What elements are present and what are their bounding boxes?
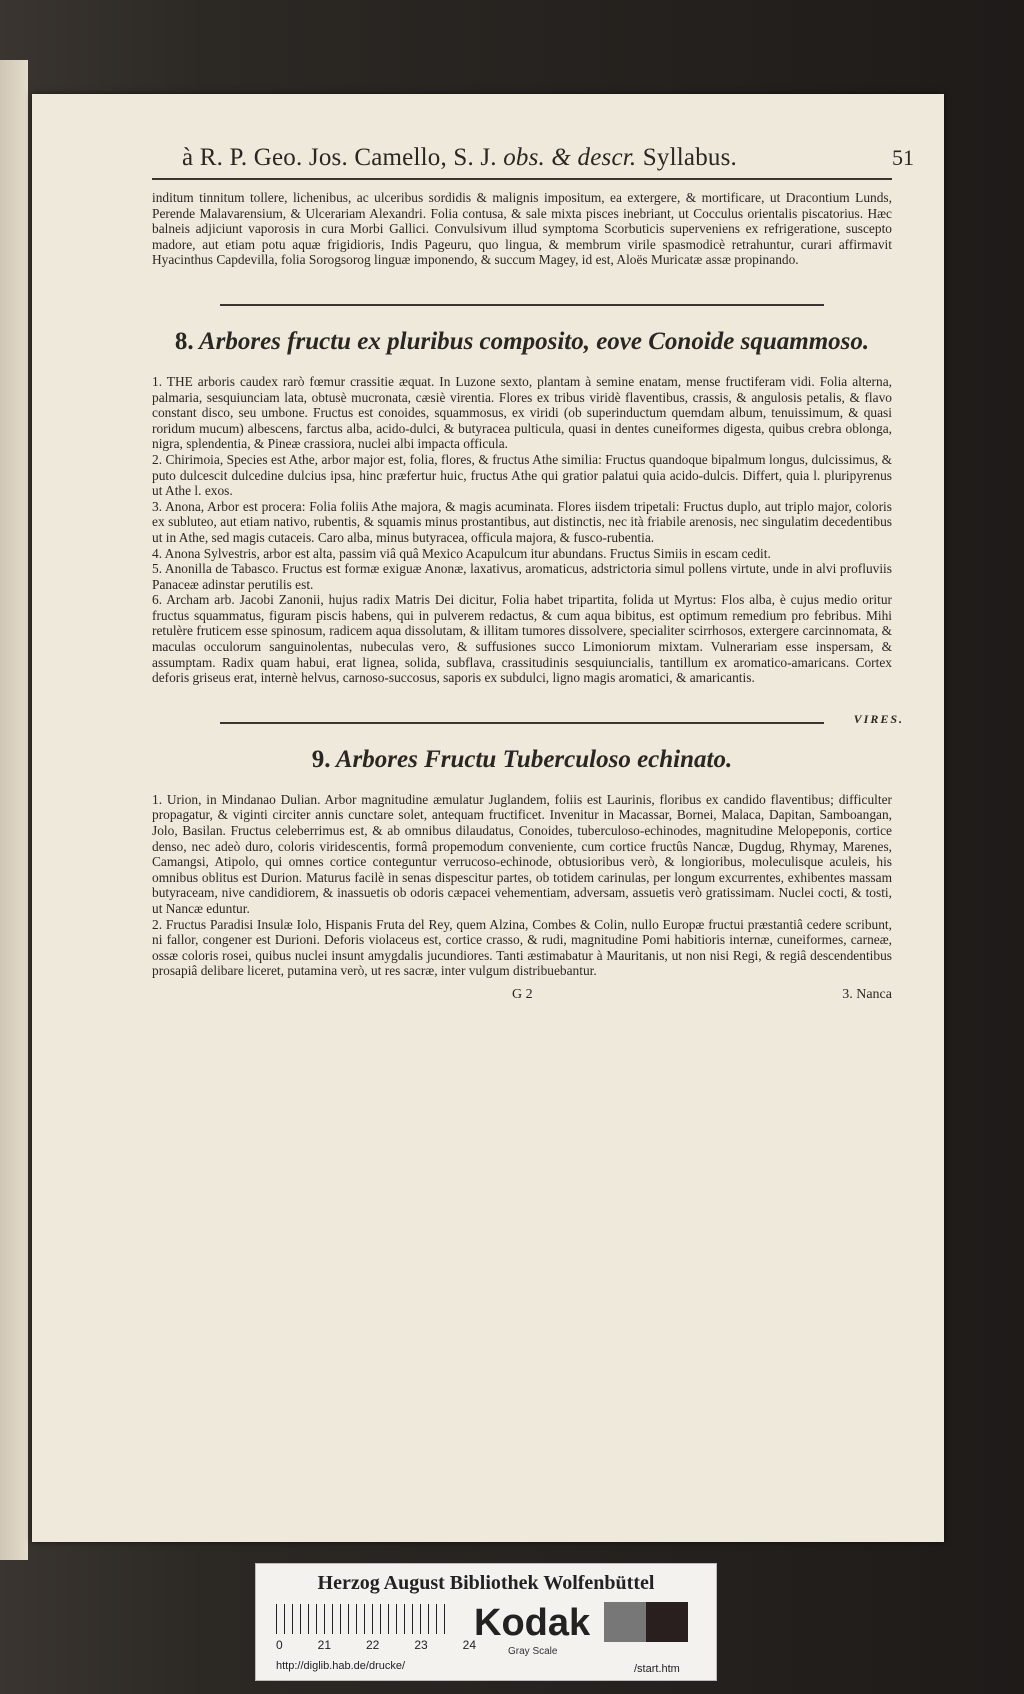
running-title-text: à R. P. Geo. Jos. Camello, S. J.	[182, 144, 504, 171]
gray-patch	[646, 1602, 688, 1642]
ruler-labels	[276, 1638, 476, 1652]
signature-mark: G 2	[512, 986, 533, 1002]
ruler-label: 0	[276, 1638, 283, 1652]
section-divider	[220, 304, 824, 306]
ruler-label: 23	[414, 1638, 428, 1652]
intro-paragraph: inditum tinnitum tollere, lichenibus, ac ulceribus sordidis & malignis impositum, ea extergere, & mortificare, ut Dracontium Lunds, Perende Malavarensium, & Ulcerariam Alexandri. Folia contusa, & sale mixta pisces inebriant, ut Cocculus orientalis piscatorius. Hæc balneis adjiciunt vaporosis in cura Morbi Gallici. Convulsivum illud symptoma Scorbuticis superveniens ex refrigeratione, suscepto madore, aut etiam potu aquæ frigidioris, Indis Pageuru, quo lingua, & membrum virile spasmodicè retrahuntur, curari affirmavit Hyacinthus Capdevilla, folia Sorogsorog linguæ imponendo, & succum Magey, id est, Aloës Muricatæ assæ propinando.	[152, 190, 892, 268]
section-9-heading: Arbores Fructu Tuberculoso echinato.	[335, 745, 733, 773]
running-title-italic: obs. & descr.	[503, 144, 637, 171]
library-color-target	[255, 1563, 717, 1681]
section-9-item: 1. Urion, in Mindanao Dulian. Arbor magnitudine æmulatur Juglandem, foliis est Laurinis, floribus ex candido flaventibus; difficulter propagatur, & viginti circiter annis cunctare solet, antequam fructificet. Invenitur in Macassar, Bornei, Malaca, Dapitan, Samboangan, Jolo, Basilan. Fructus celeberrimus est, & ab omnibus dilaudatus, Conoides, tuberculoso-echinodes, magnitudine Melopeponis, cortice denso, nec adeò duro, coloris viridescentis, formâ propemodum conveniente, cum cortice fructûs Nancæ, Dugdug, Rhymay, Marenes, Camangsi, Atipolo, qui omnes cortice conteguntur verrucoso-echinode, obtusioribus verò, & longioribus, moleculisque aculeis, his omnibus oblitus est Durion. Maturus facilè in senas dispescitur partes, ob totidem carinulas, per longum excurrentes, exhibentes massam butyraceam, nive candidiorem, & inassuetis ob odoris cæpacei vehementiam, adversam, assuetis verò gratissimam. Nuclei cocti, & tosti, ut Nancæ eduntur.	[152, 791, 892, 916]
section-8-item: 3. Anona, Arbor est procera: Folia foliis Athe majora, & magis acuminata. Flores iisdem tripetali: Fructus duplo, aut triplo major, coloris ex subluteo, aut etiam nativo, rubentis, & squamis minus prostantibus, aut distinctis, nec ità friabile arenosis, nec singulatim decedentibus ut in Athe, sed magis cutaceis. Caro alba, minus butyracea, officula majora, & fusco-rubentia.	[152, 498, 892, 545]
section-8-item: 1. THE arboris caudex rarò fœmur crassitie æquat. In Luzone sexto, plantam à semine enatam, mense fructiferam vidi. Folia alterna, palmaria, sesquiunciam lata, obtusè mucronata, cæsiè virentia. Flores ex tribus viridè flaventibus, crassis, & angulosis petalis, & flavo constant disco, seu umbone. Fructus est conoides, squammosus, ex viridi (ob superinductum quemdam album, tenuissimum, & quasi roridum mucum) albescens, farctus alba, acido-dulci, & butyracea pulticula, quasi in dentes cuneiformes digesta, quibus crebra oblonga, nigra, splendentia, & Pineæ crassiora, nuclei albi impacta officula.	[152, 373, 892, 452]
section-8-number: 8.	[174, 327, 194, 355]
url-right: /start.htm	[634, 1663, 680, 1675]
gray-patch	[604, 1602, 646, 1642]
section-divider	[220, 722, 824, 724]
url-left: http://diglib.hab.de/drucke/	[276, 1660, 406, 1672]
running-title-end: Syllabus.	[636, 144, 737, 171]
section-9-item: 2. Fructus Paradisi Insulæ Iolo, Hispanis Fruta del Rey, quem Alzina, Combes & Colin, nullo Europæ fructui præstantiâ cedere scribunt, ni fallor, congener est Durioni. Deforis violaceus est, cortice crasso, & rudi, magnitudine Pomi habitioris internæ, cuneiformes, carneæ, ossæ coloris rosei, quibus nuclei insunt amygdalis jucundiores. Tanti æstimabatur à Mauritanis, ut non nisi Regi, & regiâ descendentibus prosapiâ delibare liceret, putamina verò, ut res sacræ, inter vulgum distribuebantur.	[152, 916, 892, 979]
margin-note-vires: VIRES.	[853, 711, 904, 726]
previous-page-edge	[0, 60, 28, 1560]
running-head	[152, 144, 914, 180]
library-name: Herzog August Bibliothek Wolfenbüttel	[317, 1572, 655, 1594]
section-9-title	[152, 746, 892, 774]
page-content	[152, 144, 914, 1003]
section-9-body	[152, 792, 892, 979]
section-8-title	[152, 328, 892, 356]
book-page	[32, 94, 944, 1542]
section-8-item: 6. Archam arb. Jacobi Zanonii, hujus radix Matris Dei dicitur, Folia habet tripartita, folida ut Myrtus: Flos alba, è cujus medio oritur fructus squammatus, figuram piscis habens, qui in pulverem redactus, & cum aqua bibitus, est optimum remedium pro febribus. Mihi retulère fruticem esse spinosum, radicem aqua dissolutam, & illitam tumores dissolvere, specialiter scirrhosos, extergere carcinnomata, & maculas occulorum sanguinolentas, nubeculas vero, & suffusiones succo Limoniorum mixtam. Vulnerariam esse inspersam, & assumptam. Radix quam habui, erat lignea, solida, subflava, crassitudinis sesquiuncialis, tantillum ex aromatico-amaricans. Cortex deforis griseus erat, internè helvus, carnoso-succosus, saporis ex subdulci, ligno magis aromatici, & amaricantis.	[152, 592, 892, 686]
ruler-label: 22	[365, 1638, 380, 1652]
section-8-heading: Arbores fructu ex pluribus composito, eove Conoide squammoso.	[198, 327, 870, 355]
section-8-item: 5. Anonilla de Tabasco. Fructus est formæ exiguæ Anonæ, laxativus, aromaticus, adstrictoria simul pollens virtute, unde in alvi profluviis Panaceæ adinstar perutilis est.	[152, 561, 892, 592]
ruler-label: 24	[462, 1638, 476, 1652]
kodak-logo: Kodak	[474, 1602, 591, 1644]
section-8-body	[152, 373, 904, 726]
page-number: 51	[892, 145, 914, 170]
catchword: 3. Nanca	[842, 986, 892, 1002]
ruler-label: 21	[317, 1638, 332, 1652]
section-8-item: 2. Chirimoia, Species est Athe, arbor major est, folia, flores, & fructus Athe similia: Fructus quandoque bipalmum longus, dulcissimus, & puto dulcescit dulcedine dulcius ipsa, hinc præfertur huic, fructus Athe qui gratior palatui quia acido-dulcis. Differt, quia l. pluripyrenus ut Athe l. exos.	[152, 451, 892, 499]
ruler-scale	[276, 1604, 452, 1634]
gray-scale-label: Gray Scale	[508, 1646, 558, 1657]
page-footer	[152, 987, 892, 1003]
section-9-number: 9.	[311, 745, 331, 773]
running-title	[182, 144, 737, 172]
section-8-item: 4. Anona Sylvestris, arbor est alta, passim viâ quâ Mexico Acapulcum itur abundans. Fructus Simiis in escam cedit.	[152, 545, 771, 561]
